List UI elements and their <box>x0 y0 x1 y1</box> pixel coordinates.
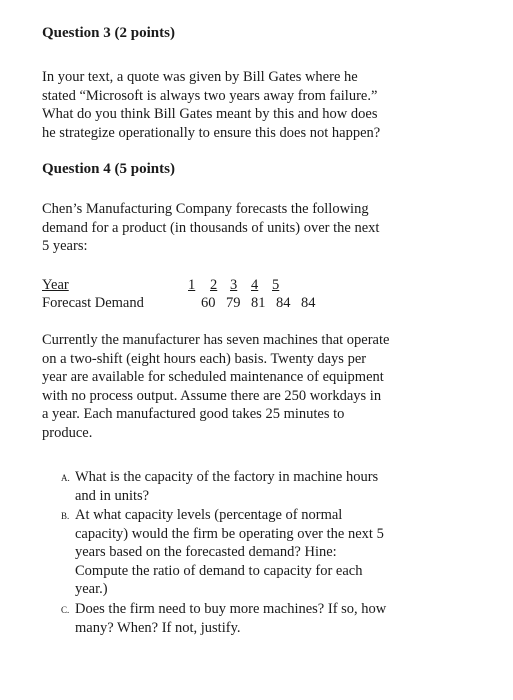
demand-2: 79 <box>226 295 241 311</box>
question-3-text <box>42 68 462 142</box>
item-marker: B. <box>61 511 70 521</box>
item-line: Compute the ratio of demand to capacity for each <box>75 562 363 579</box>
q4-intro-line: Chen’s Manufacturing Company forecasts the following <box>42 201 369 217</box>
demand-3: 81 <box>251 295 266 311</box>
q4-body-line: a year. Each manufactured good takes 25 minutes to <box>42 406 345 422</box>
item-line: years based on the forecasted demand? Hine: <box>75 544 337 560</box>
q4-body-line: produce. <box>42 424 93 441</box>
item-text <box>75 506 455 599</box>
q4-body-line: Currently the manufacturer has seven machines that operate <box>42 332 390 348</box>
q3-line: What do you think Bill Gates meant by this and how does <box>42 106 378 122</box>
q3-line: In your text, a quote was given by Bill Gates where he <box>42 69 358 85</box>
forecast-demand-label: Forecast Demand <box>42 295 144 311</box>
q4-intro-line: demand for a product (in thousands of units) over the next <box>42 219 380 236</box>
demand-4: 84 <box>276 295 291 311</box>
table-row-year <box>42 276 280 294</box>
item-line: capacity) would the firm be operating over the next 5 <box>75 525 384 542</box>
item-text <box>75 600 455 637</box>
item-line: many? When? If not, justify. <box>75 619 241 636</box>
year-1: 1 <box>188 277 196 293</box>
item-line: year.) <box>75 581 108 597</box>
question-4-heading: Question 4 (5 points) <box>42 161 175 177</box>
item-marker: C. <box>61 605 70 615</box>
q3-line: he strategize operationally to ensure this does not happen? <box>42 124 381 141</box>
year-5: 5 <box>272 277 280 293</box>
q4-body-line: on a two-shift (eight hours each) basis. Twenty days per <box>42 350 367 367</box>
item-text <box>75 468 455 505</box>
q4-intro-line: 5 years: <box>42 238 88 254</box>
question-3-heading: Question 3 (2 points) <box>42 25 175 41</box>
q3-line: stated “Microsoft is always two years away from failure.” <box>42 87 378 104</box>
demand-1: 60 <box>201 295 216 311</box>
question-4-body <box>42 331 462 442</box>
q4-body-line: year are available for scheduled maintenance of equipment <box>42 369 384 385</box>
q4-body-line: with no process output. Assume there are 250 workdays in <box>42 387 382 404</box>
year-2: 2 <box>210 277 218 293</box>
year-4: 4 <box>251 277 259 293</box>
demand-5: 84 <box>301 295 316 311</box>
item-line: At what capacity levels (percentage of normal <box>75 507 343 523</box>
item-marker: A. <box>61 473 70 483</box>
item-line: and in units? <box>75 487 150 504</box>
item-line: Does the firm need to buy more machines? If so, how <box>75 601 387 617</box>
year-3: 3 <box>230 277 238 293</box>
question-4-intro <box>42 200 462 256</box>
table-row-demand <box>42 294 316 312</box>
year-label: Year <box>42 277 69 293</box>
item-line: What is the capacity of the factory in machine hours <box>75 469 379 485</box>
